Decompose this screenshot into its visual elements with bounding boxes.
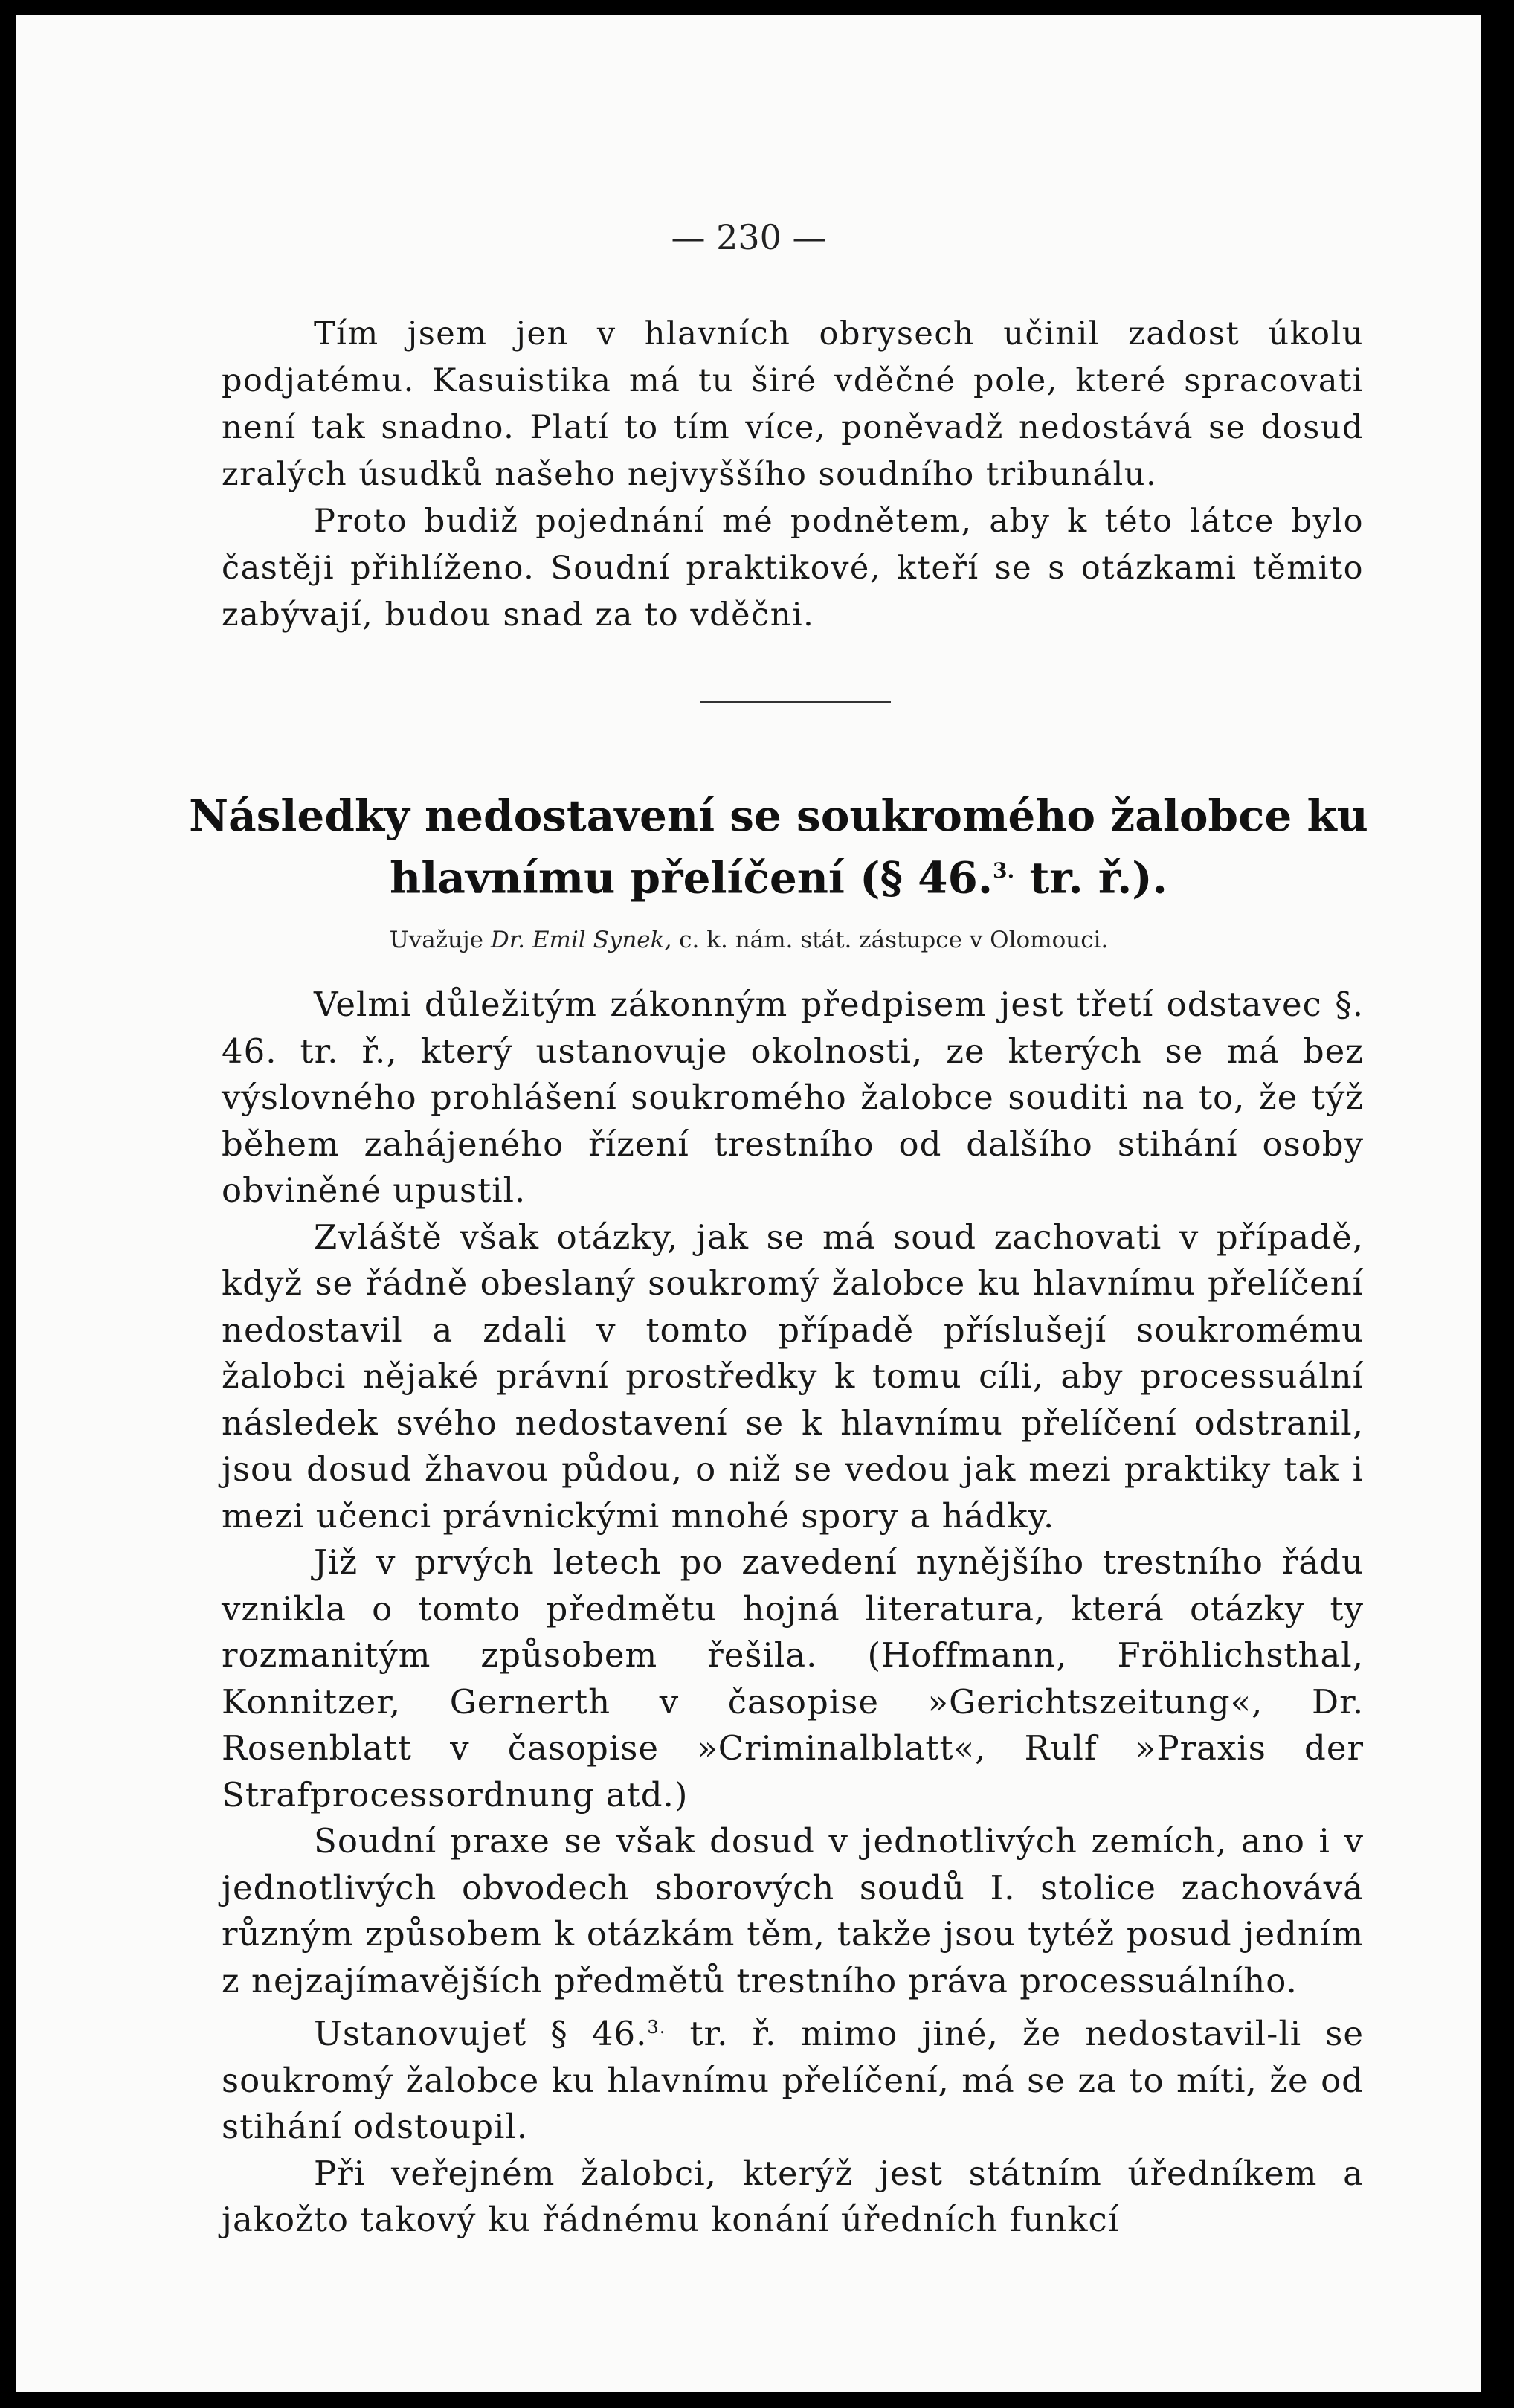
- body-paragraph: Soudní praxe se však dosud v jednotlivých zemích, ano i v jednotlivých obvodech sborových soudů I. stolice zachovává různým způsobem k otázkám těm, takže jsou tytéž posud jedním z nejzajímavějších předmětů trestního práva processuálního.: [222, 1821, 1364, 2000]
- body-paragraph: Ustanovujeť § 46.$^{3.}$ tr. ř. mimo jiné, že nedostavil-li se soukromý žalobce ku hlavnímu přelíčení, má se za to míti, že od stihání odstoupil.: [222, 2014, 1364, 2146]
- article-author: Uvažuje Dr. Emil Synek, c. k. nám. stát. zástupce v Olomouci.: [389, 927, 1109, 953]
- body-paragraph: Při veřejném žalobci, kterýž jest státním úředníkem a jakožto takový ku řádnému konání úředních funkcí: [222, 2153, 1364, 2239]
- section-divider: [700, 701, 891, 703]
- body-paragraph: Zvláště však otázky, jak se má soud zachovati v případě, když se řádně obeslaný soukromý žalobce ku hlavnímu přelíčení nedostavil a zdali v tomto případě příslušejí soukromému žalobci nějaké právní prostředky k tomu cíli, aby processuální následek svého nedostavení se k hlavnímu přelíčení odstranil, jsou dosud žhavou půdou, o niž se vedou jak mezi praktiky tak i mezi učenci právnickými mnohé spory a hádky.: [222, 1217, 1364, 1536]
- page-number: — 230 —: [671, 217, 827, 257]
- article-title-line: hlavnímu přelíčení (§ 46.$^{3.}$ tr. ř.).: [390, 852, 1167, 904]
- intro-paragraph: Proto budiž pojednání mé podnětem, aby k této látce bylo častěji přihlíženo. Soudní praktikové, kteří se s otázkami těmito zabývají, budou snad za to vděčni.: [222, 503, 1364, 634]
- article-body: [222, 982, 1364, 2244]
- intro-paragraph: Tím jsem jen v hlavních obrysech učinil zadost úkolu podjatému. Kasuistika má tu širé vděčné pole, které spracovati není tak snadno. Platí to tím více, poněvadž nedostává se dosud zralých úsudků našeho nejvyššího soudního tribunálu.: [222, 315, 1364, 493]
- intro-text: [222, 311, 1364, 639]
- article-title: [180, 788, 1377, 905]
- book-page: [16, 15, 1481, 2392]
- body-paragraph: Již v prvých letech po zavedení nynějšího trestního řádu vznikla o tomto předmětu hojná literatura, která otázky ty rozmanitým způsobem řešila. (Hoffmann, Fröhlichsthal, Konnitzer, Gernerth v časopise »Gerichtszeitung«, Dr. Rosenblatt v časopise »Criminalblatt«, Rulf »Praxis der Strafprocessordnung atd.): [222, 1542, 1364, 1815]
- body-paragraph: Velmi důležitým zákonným předpisem jest třetí odstavec §. 46. tr. ř., který ustanovuje okolnosti, ze kterých se má bez výslovného prohlášení soukromého žalobce souditi na to, že týž během zahájeného řízení trestního od dalšího stihání osoby obviněné upustil.: [222, 985, 1364, 1210]
- article-title-line: Následky nedostavení se soukromého žalobce ku: [189, 791, 1368, 841]
